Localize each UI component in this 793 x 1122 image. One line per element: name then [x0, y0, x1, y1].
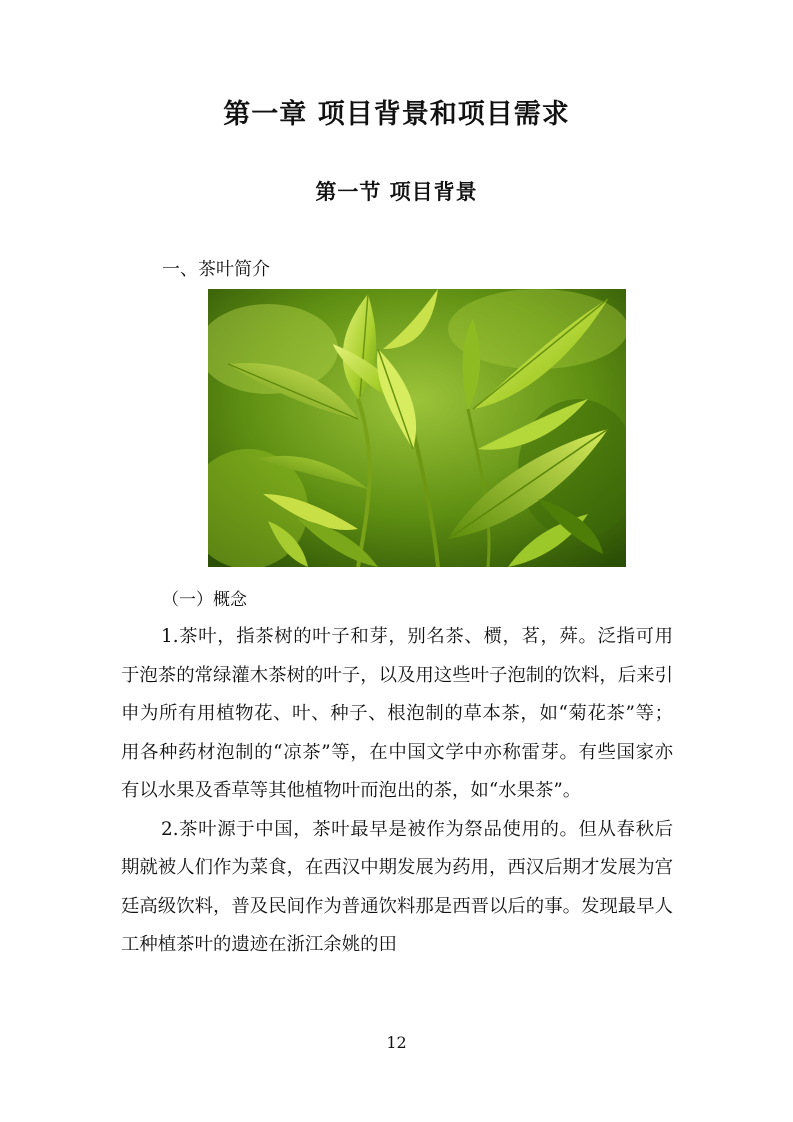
subheading-tea-intro: 一、茶叶简介	[162, 259, 270, 280]
tea-leaves-photo	[208, 289, 626, 567]
section-title: 第一节 项目背景	[315, 180, 478, 204]
paragraph: 2.茶叶源于中国，茶叶最早是被作为祭品使用的。但从春秋后期就被人们作为菜食，在西汉中期发展为药用，西汉后期才发展为宫廷高级饮料，普及民间作为普通饮料那是西晋以后的事。发现最早人工种植茶叶的遗迹在浙江余姚的田	[121, 818, 673, 955]
body-text	[121, 618, 673, 965]
subheading-concept: （一）概念	[162, 590, 247, 610]
page-number: 12	[386, 1033, 407, 1052]
paragraph: 1.茶叶，指茶树的叶子和芽，别名茶、槚，茗，荈。泛指可用于泡茶的常绿灌木茶树的叶子，以及用这些叶子泡制的饮料，后来引申为所有用植物花、叶、种子、根泡制的草本茶，如“菊花茶”等；用各种药材泡制的“凉茶”等，在中国文学中亦称雷芽。有些国家亦有以水果及香草等其他植物叶而泡出的茶，如“水果茶”。	[121, 626, 673, 801]
chapter-title: 第一章 项目背景和项目需求	[223, 99, 570, 130]
